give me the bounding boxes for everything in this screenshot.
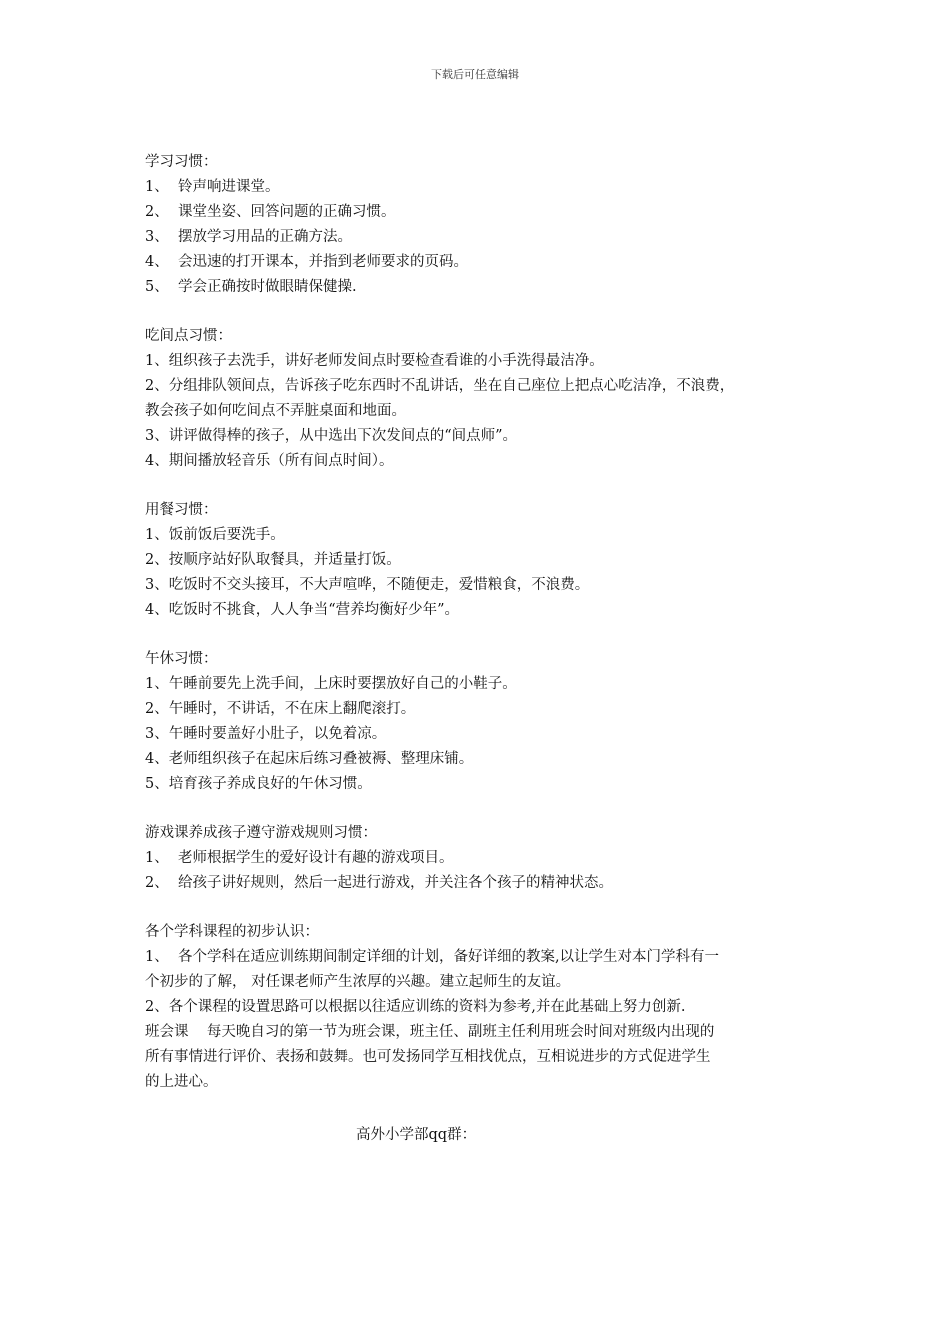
list-item: 3、 摆放学习用品的正确方法。: [145, 229, 352, 245]
page-header: 下载后可任意编辑: [431, 68, 519, 81]
list-item: 1、饭前饭后要洗手。: [145, 527, 285, 543]
section-title: 游戏课养成孩子遵守游戏规则习惯：: [145, 825, 377, 841]
list-item: 个初步的了解， 对任课老师产生浓厚的兴趣。建立起师生的友谊。: [145, 974, 571, 990]
list-item: 1、午睡前要先上洗手间，上床时要摆放好自己的小鞋子。: [145, 676, 517, 692]
list-item: 3、吃饭时不交头接耳，不大声喧哗，不随便走，爱惜粮食，不浪费。: [145, 577, 590, 593]
section-snack-habits: [145, 324, 821, 474]
list-item: 4、期间播放轻音乐（所有间点时间）。: [145, 453, 394, 469]
list-item: 2、按顺序站好队取餐具，并适量打饭。: [145, 552, 401, 568]
list-item: 3、讲评做得棒的孩子，从中选出下次发间点的“间点师”。: [145, 428, 518, 444]
section-title: 午休习惯：: [145, 651, 218, 667]
section-title: 吃间点习惯：: [145, 328, 232, 344]
list-item: 4、 会迅速的打开课本，并指到老师要求的页码。: [145, 254, 468, 270]
list-item: 所有事情进行评价、表扬和鼓舞。也可发扬同学互相找优点，互相说进步的方式促进学生: [145, 1049, 711, 1065]
list-item: 5、 学会正确按时做眼睛保健操.: [145, 279, 357, 295]
list-item: 的上进心。: [145, 1074, 218, 1090]
list-item: 2、各个课程的设置思路可以根据以往适应训练的资料为参考,并在此基础上努力创新.: [145, 999, 686, 1015]
section-study-habits: [145, 150, 821, 300]
list-item: 4、老师组织孩子在起床后练习叠被褥、整理床铺。: [145, 751, 474, 767]
list-item: 4、吃饭时不挑食，人人争当“营养均衡好少年”。: [145, 602, 460, 618]
document-body: [145, 150, 821, 1119]
section-meal-habits: [145, 498, 821, 623]
list-item: 班会课 每天晚自习的第一节为班会课，班主任、副班主任利用班会时间对班级内出现的: [145, 1024, 715, 1040]
list-item: 1、组织孩子去洗手，讲好老师发间点时要检查看谁的小手洗得最洁净。: [145, 353, 604, 369]
list-item: 1、 铃声响进课堂。: [145, 179, 280, 195]
list-item: 3、午睡时要盖好小肚子，以免着凉。: [145, 726, 387, 742]
qq-group-label: 高外小学部qq群：: [356, 1127, 477, 1143]
list-item: 1、 老师根据学生的爱好设计有趣的游戏项目。: [145, 850, 454, 866]
section-game-rules: [145, 821, 821, 896]
list-item: 教会孩子如何吃间点不弄脏桌面和地面。: [145, 403, 406, 419]
section-title: 用餐习惯：: [145, 502, 218, 518]
section-nap-habits: [145, 647, 821, 797]
section-title: 各个学科课程的初步认识：: [145, 924, 319, 940]
list-item: 2、分组排队领间点，告诉孩子吃东西时不乱讲话，坐在自己座位上把点心吃洁净，不浪费，: [145, 378, 735, 394]
list-item: 2、 给孩子讲好规则，然后一起进行游戏，并关注各个孩子的精神状态。: [145, 875, 613, 891]
list-item: 2、 课堂坐姿、回答问题的正确习惯。: [145, 204, 396, 220]
list-item: 5、培育孩子养成良好的午休习惯。: [145, 776, 372, 792]
list-item: 1、 各个学科在适应训练期间制定详细的计划，备好详细的教案,以让学生对本门学科有一: [145, 949, 720, 965]
list-item: 2、午睡时，不讲话，不在床上翻爬滚打。: [145, 701, 416, 717]
section-subject-overview: [145, 920, 821, 1095]
section-title: 学习习惯：: [145, 154, 218, 170]
